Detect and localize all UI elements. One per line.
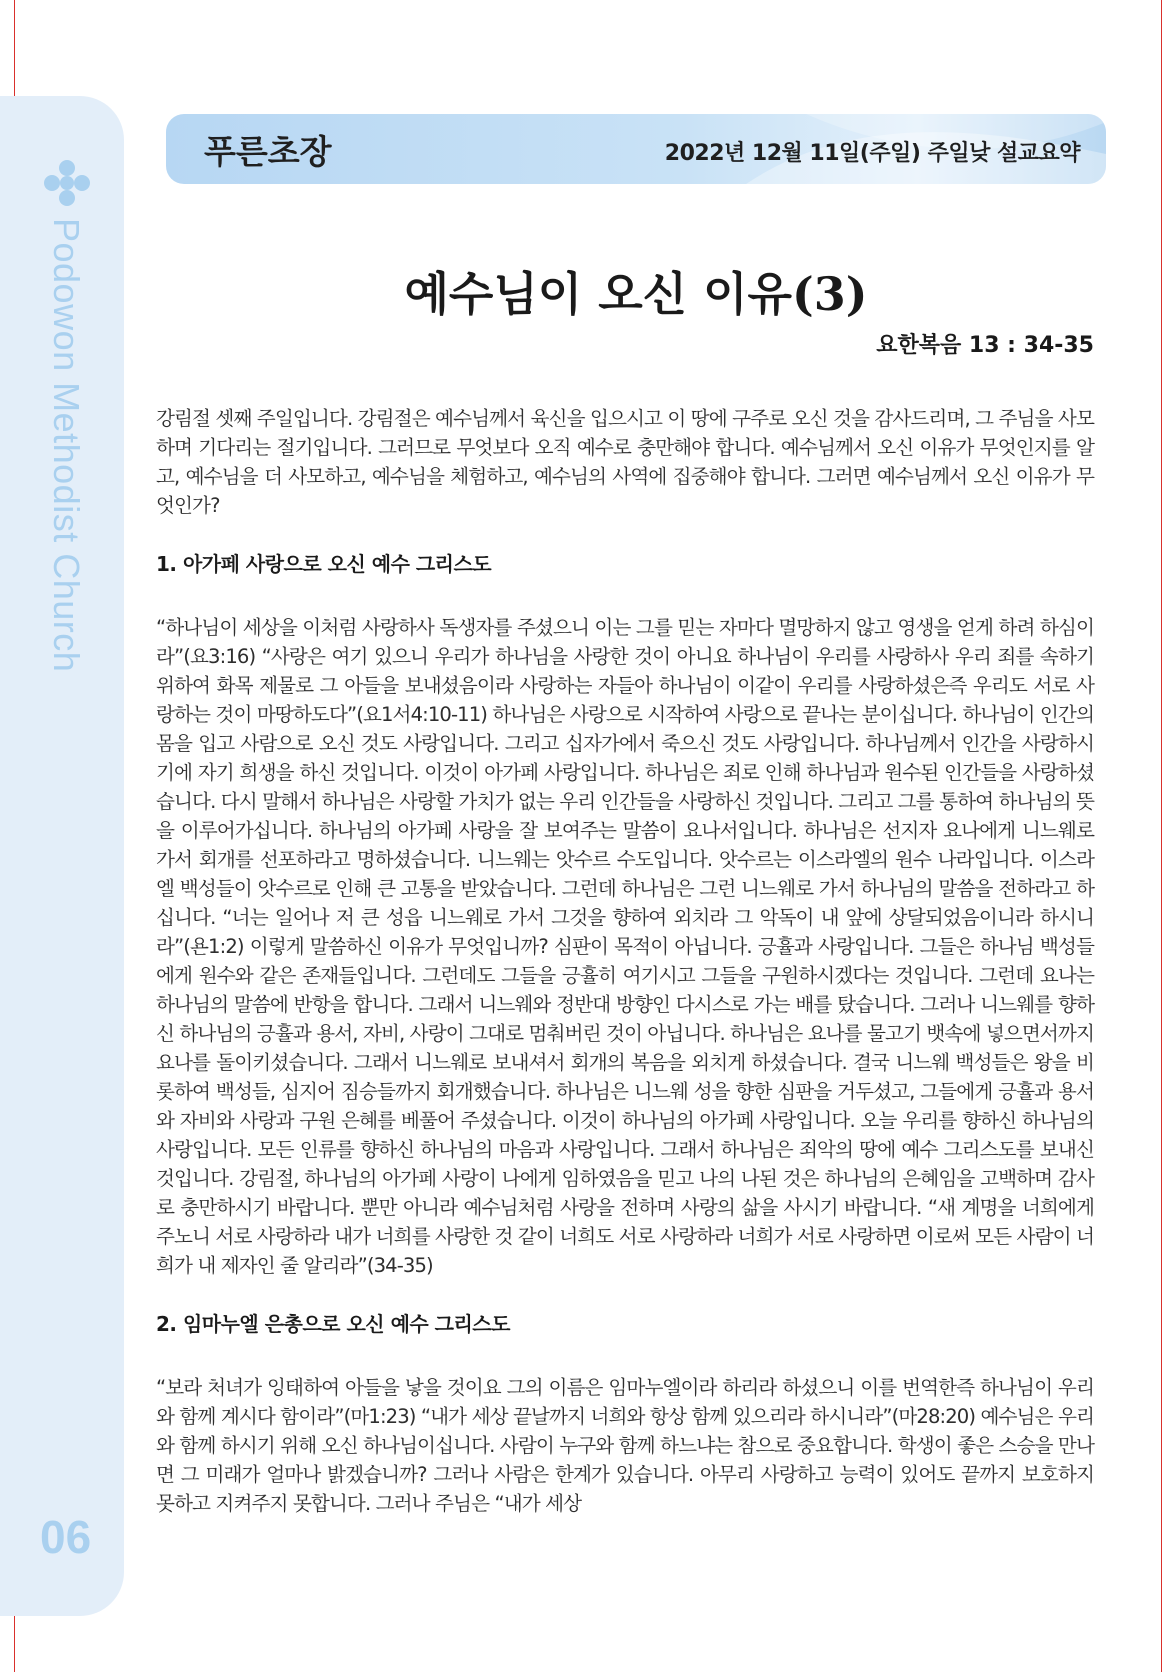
cross-logo-icon [42,158,92,208]
page-number: 06 [40,1511,92,1563]
section-1-heading: 1. 아가페 사랑으로 오신 예수 그리스도 [156,552,492,576]
church-name-vertical: Podowon Methodist Church [46,218,87,673]
section-name: 푸른초장 [204,132,332,171]
section-1-paragraph: “하나님이 세상을 이처럼 사랑하사 독생자를 주셨으니 이는 그를 믿는 자마다 멸망하지 않고 영생을 얻게 하려 하심이라”(요3:16) “사랑은 여기 있으니 우리가 하나님을 사랑한 것이 아니요 하나님이 우리를 사랑하사 우리 죄를 속하기 위하여 화목 제물로 그 아들을 보내셨음이라 사랑하는 자들아 하나님이 이같이 우리를 사랑하셨은즉 우리도 서로 사랑하는 것이 마땅하도다”(요1서4:10-11) 하나님은 사랑으로 시작하여 사랑으로 끝나는 분이십니다. 하나님이 인간의 몸을 입고 사람으로 오신 것도 사랑입니다. 그리고 십자가에서 죽으신 것도 사랑입니다. 하나님께서 인간을 사랑하시기에 자기 희생을 하신 것입니다. 이것이 아가페 사랑입니다. 하나님은 죄로 인해 하나님과 원수된 인간들을 사랑하셨습니다. 다시 말해서 하나님은 사랑할 가치가 없는 우리 인간들을 사랑하신 것입니다. 그리고 그를 통하여 하나님의 뜻을 이루어가십니다. 하나님의 아가페 사랑을 잘 보여주는 말씀이 요나서입니다. 하나님은 선지자 요나에게 니느웨로 가서 회개를 선포하라고 명하셨습니다. 니느웨는 앗수르 수도입니다. 앗수르는 이스라엘의 원수 나라입니다. 이스라엘 백성들이 앗수르로 인해 큰 고통을 받았습니다. 그런데 하나님은 그런 니느웨로 가서 하나님의 말씀을 전하라고 하십니다. “너는 일어나 저 큰 성읍 니느웨로 가서 그것을 향하여 외치라 그 악독이 내 앞에 상달되었음이니라 하시니라”(욘1:2) 이렇게 말씀하신 이유가 무엇입니까? 심판이 목적이 아닙니다. 긍휼과 사랑입니다. 그들은 하나님 백성들에게 원수와 같은 존재들입니다. 그런데도 그들을 긍휼히 여기시고 그들을 구원하시겠다는 것입니다. 그런데 요나는 하나님의 말씀에 반항을 합니다. 그래서 니느웨와 정반대 방향인 다시스로 가는 배를 탔습니다. 그러나 니느웨를 향하신 하나님의 긍휼과 용서, 자비, 사랑이 그대로 멈춰버린 것이 아닙니다. 하나님은 요나를 물고기 뱃속에 넣으면서까지 요나를 돌이키셨습니다. 그래서 니느웨로 보내셔서 회개의 복음을 외치게 하셨습니다. 결국 니느웨 백성들은 왕을 비롯하여 백성들, 심지어 짐승들까지 회개했습니다. 하나님은 니느웨 성을 향한 심판을 거두셨고, 그들에게 긍휼과 용서와 자비와 사랑과 구원 은혜를 베풀어 주셨습니다. 이것이 하나님의 아가페 사랑입니다. 오늘 우리를 향하신 하나님의 사랑입니다. 모든 인류를 향하신 하나님의 마음과 사랑입니다. 그래서 하나님은 죄악의 땅에 예수 그리스도를 보내신 것입니다. 강림절, 하나님의 아가페 사랑이 나에게 임하였음을 믿고 나의 나된 것은 하나님의 은혜임을 고백하며 감사로 충만하시기 바랍니다. 뿐만 아니라 예수님처럼 사랑을 전하며 사랑의 삶을 사시기 바랍니다. “새 계명을 너희에게 주노니 서로 사랑하라 내가 너희를 사랑한 것 같이 너희도 서로 사랑하라 너희가 서로 사랑하면 이로써 모든 사람이 너희가 내 제자인 줄 알리라”(34-35) [156,616,1094,1277]
section-2-heading: 2. 임마누엘 은총으로 오신 예수 그리스도 [156,1312,510,1336]
intro-paragraph: 강림절 셋째 주일입니다. 강림절은 예수님께서 육신을 입으시고 이 땅에 구주로 오신 것을 감사드리며, 그 주님을 사모하며 기다리는 절기입니다. 그러므로 무엇보다 오직 예수로 충만해야 합니다. 예수님께서 오신 이유가 무엇인지를 알고, 예수님을 더 사모하고, 예수님을 체험하고, 예수님의 사역에 집중해야 합니다. 그러면 예수님께서 오신 이유가 무엇인가? [156,407,1094,517]
sermon-date: 2022년 12월 11일(주일) 주일낮 설교요약 [664,141,1080,166]
header-banner [166,114,1106,184]
sermon-body [156,404,1094,1518]
sermon-title: 예수님이 오신 이유(3) [404,267,868,321]
scripture-reference: 요한복음 13 : 34-35 [876,333,1094,358]
section-2-paragraph: “보라 처녀가 잉태하여 아들을 낳을 것이요 그의 이름은 임마누엘이라 하리라 하셨으니 이를 번역한즉 하나님이 우리와 함께 계시다 함이라”(마1:23) “내가 세상 끝날까지 너희와 항상 함께 있으리라 하시니라”(마28:20) 예수님은 우리와 함께 하시기 위해 오신 하나님이십니다. 사람이 누구와 함께 하느냐는 참으로 중요합니다. 학생이 좋은 스승을 만나면 그 미래가 얼마나 밝겠습니까? 그러나 사람은 한계가 있습니다. 아무리 사랑하고 능력이 있어도 끝까지 보호하지 못하고 지켜주지 못합니다. 그러나 주님은 “내가 세상 [156,1376,1094,1515]
page-edge-line-right [1161,0,1162,1672]
